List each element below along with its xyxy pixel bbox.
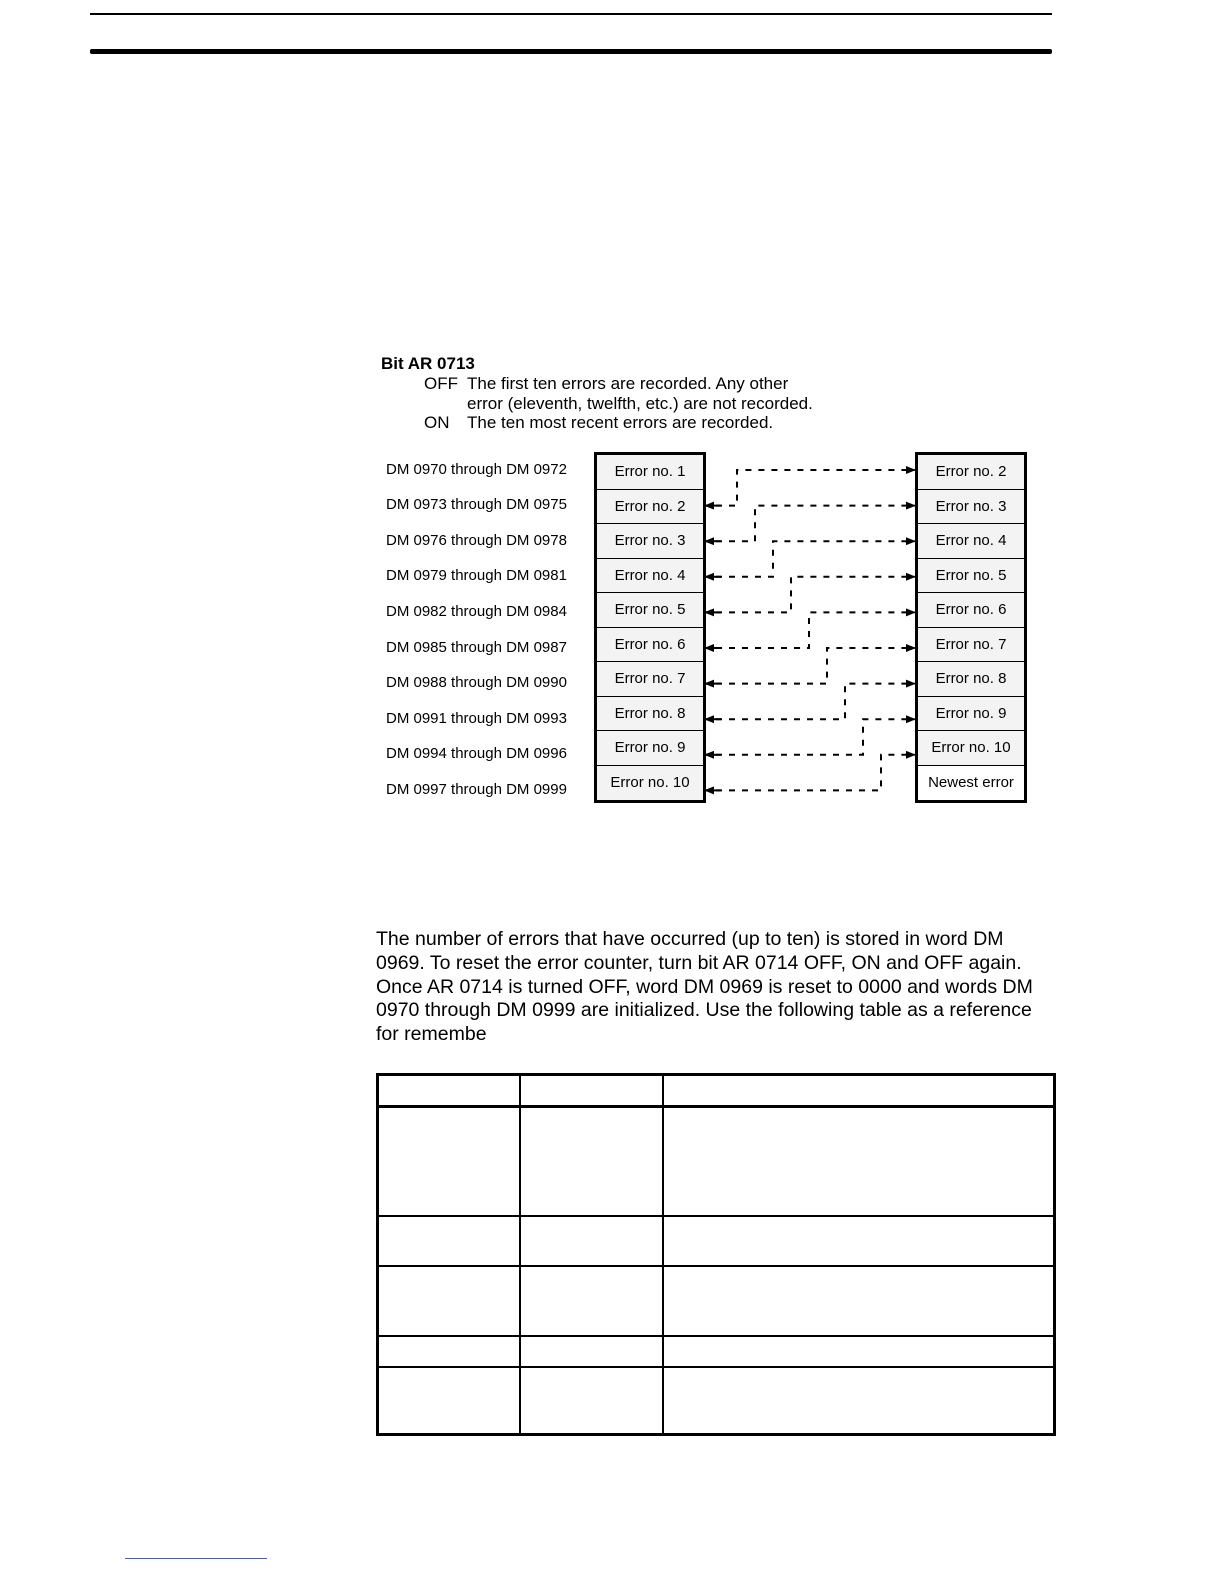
on-text: The ten most recent errors are recorded. [467,413,774,432]
table-row-divider-3 [379,1335,1053,1337]
dm-label-6: DM 0988 through DM 0990 [386,674,567,691]
shift-arrow-2 [703,506,915,542]
dm-label-5: DM 0985 through DM 0987 [386,639,567,656]
dm-label-8: DM 0994 through DM 0996 [386,745,567,762]
shift-arrow-1 [703,470,915,506]
shift-arrow-3 [703,541,915,577]
table-row-divider-1 [379,1215,1053,1217]
table-row-divider-4 [379,1366,1053,1368]
error-cell-after-5: Error no. 6 [918,593,1024,628]
shift-arrow-4 [703,577,915,613]
error-cell-after-9: Error no. 10 [918,731,1024,766]
dm-label-2: DM 0976 through DM 0978 [386,532,567,549]
dm-label-4: DM 0982 through DM 0984 [386,603,567,620]
error-cell-before-4: Error no. 4 [597,559,703,594]
paragraph-line-2: 0969. To reset the error counter, turn bit AR 0714 OFF, ON and OFF again. [376,951,1022,974]
table-column-divider-1 [519,1076,521,1433]
error-cell-before-10: Error no. 10 [597,766,703,801]
shift-arrow-9 [703,755,915,791]
error-cell-before-7: Error no. 7 [597,662,703,697]
shift-arrow-5 [703,612,915,648]
error-cell-after-7: Error no. 8 [918,662,1024,697]
error-cell-after-10: Newest error [918,766,1024,801]
dm-label-0: DM 0970 through DM 0972 [386,461,567,478]
error-counter-paragraph [376,928,1056,1047]
on-label: ON [424,413,450,432]
error-cell-after-1: Error no. 2 [918,455,1024,490]
error-cell-before-9: Error no. 9 [597,731,703,766]
error-cell-before-8: Error no. 8 [597,697,703,732]
error-cell-before-6: Error no. 6 [597,628,703,663]
reference-table [376,1073,1056,1436]
off-text-line-1: The first ten errors are recorded. Any other [467,374,789,393]
table-column-divider-2 [662,1076,664,1433]
shift-arrow-7 [703,684,915,720]
paragraph-line-1: The number of errors that have occurred (up to ten) is stored in word DM [376,928,1004,950]
error-cell-before-3: Error no. 3 [597,524,703,559]
error-cell-after-4: Error no. 5 [918,559,1024,594]
error-cell-before-1: Error no. 1 [597,455,703,490]
error-cell-after-6: Error no. 7 [918,628,1024,663]
dm-label-3: DM 0979 through DM 0981 [386,567,567,584]
shift-arrow-8 [703,719,915,755]
dm-label-7: DM 0991 through DM 0993 [386,710,567,727]
paragraph-line-4: 0970 through DM 0999 are initialized. Use the following table as a reference [376,999,1032,1022]
table-header-divider [379,1105,1053,1108]
paragraph-line-5: for remembe [376,1023,487,1046]
table-row-divider-2 [379,1265,1053,1267]
error-cell-before-5: Error no. 5 [597,593,703,628]
shift-arrow-6 [703,648,915,684]
error-cell-after-8: Error no. 9 [918,697,1024,732]
error-cell-after-2: Error no. 3 [918,490,1024,525]
off-label: OFF [424,374,458,393]
error-cell-after-3: Error no. 4 [918,524,1024,559]
dm-label-1: DM 0973 through DM 0975 [386,496,567,513]
bit-title: Bit AR 0713 [381,354,475,373]
error-cell-before-2: Error no. 2 [597,490,703,525]
paragraph-line-3: Once AR 0714 is turned OFF, word DM 0969 is reset to 0000 and words DM [376,975,1033,998]
dm-label-9: DM 0997 through DM 0999 [386,781,567,798]
footer-link-underline [125,1558,267,1559]
off-text-line-2: error (eleventh, twelfth, etc.) are not recorded. [467,394,813,413]
